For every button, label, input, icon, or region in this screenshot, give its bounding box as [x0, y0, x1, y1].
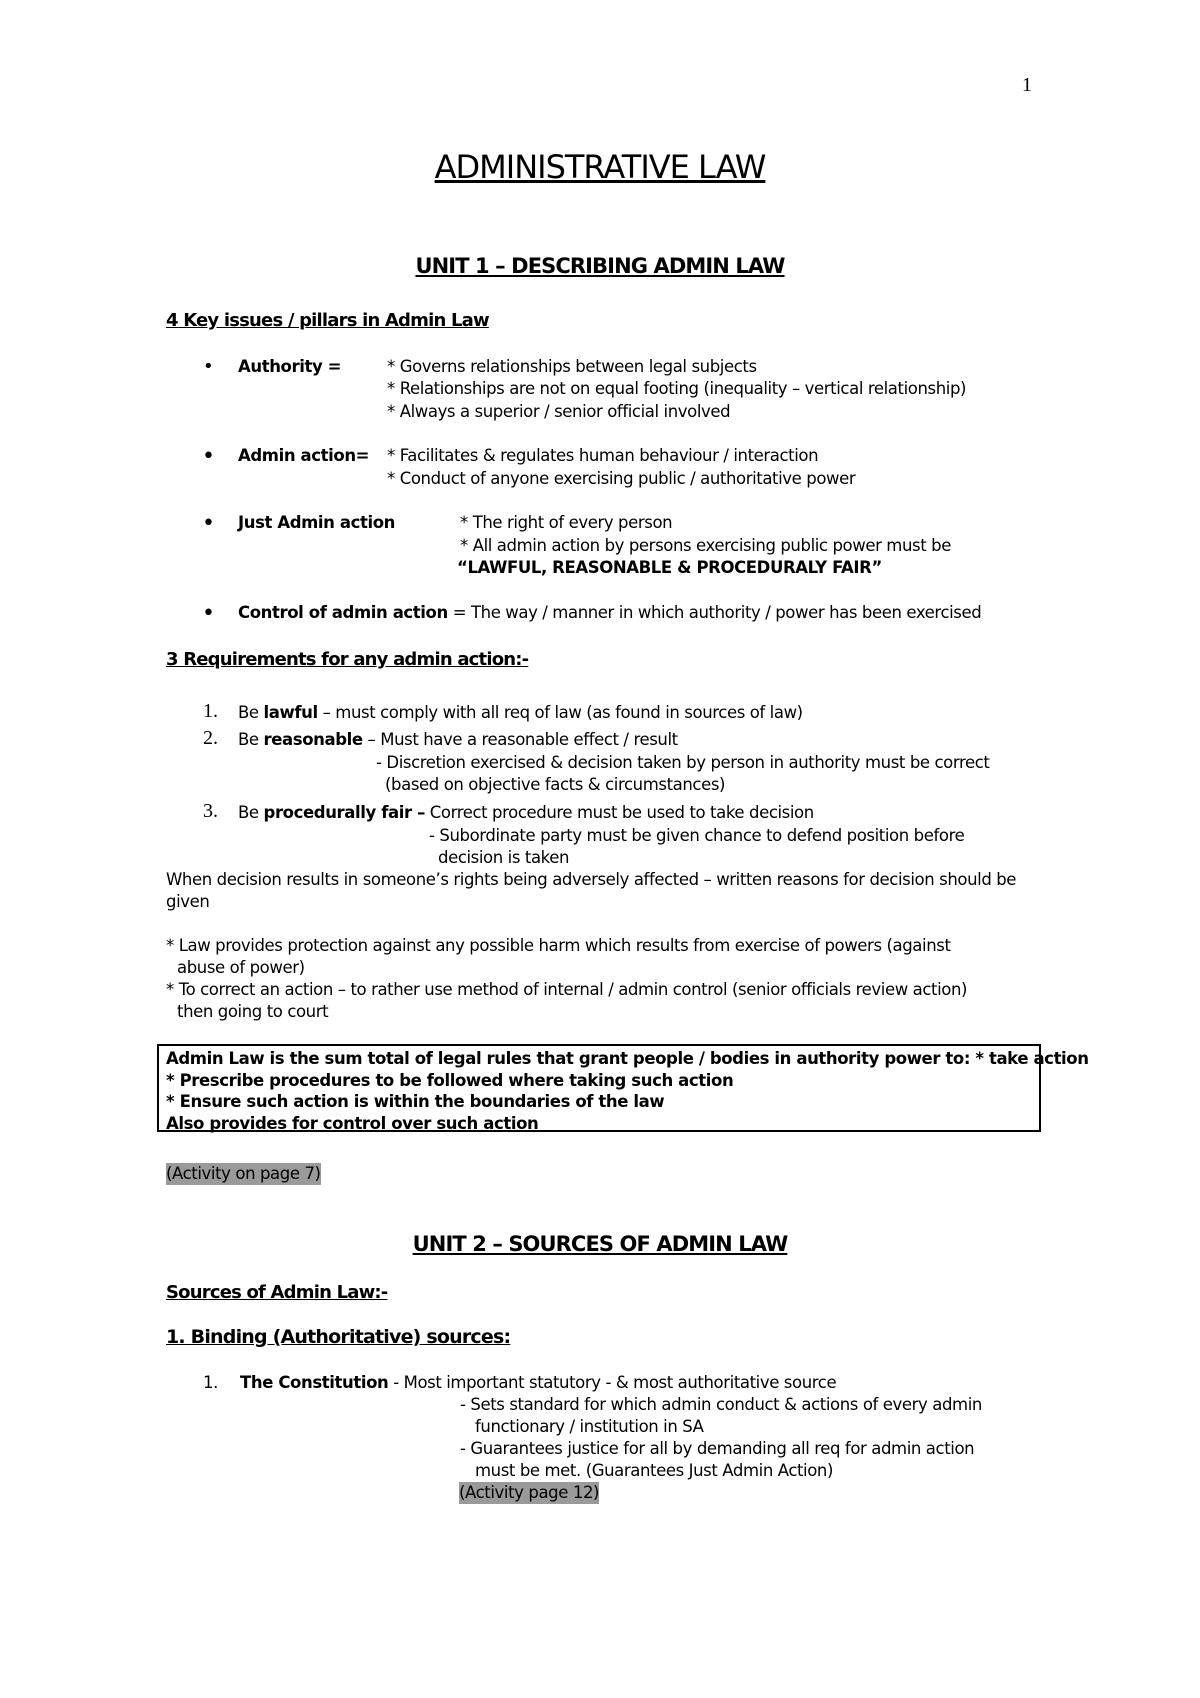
reasons-note-line: When decision results in someone’s rights being adversely affected – written reasons for decision should be	[166, 870, 1017, 889]
unit1-heading: UNIT 1 – DESCRIBING ADMIN LAW	[415, 254, 785, 278]
requirement-subline: decision is taken	[438, 848, 570, 867]
definition-line: * Prescribe procedures to be followed where taking such action	[166, 1071, 734, 1090]
requirement-text: – Must have a reasonable effect / result	[362, 730, 678, 749]
sources-heading: Sources of Admin Law:-	[166, 1282, 388, 1303]
requirement-term: procedurally fair –	[263, 803, 425, 822]
requirement-term: reasonable	[263, 730, 363, 749]
list-number: 3.	[203, 800, 218, 822]
pillar-control-text: = The way / manner in which authority / power has been exercised	[447, 603, 982, 622]
note-line: * To correct an action – to rather use method of internal / admin control (senior officials review action)	[166, 980, 968, 999]
pillar-line: * Relationships are not on equal footing (inequality – vertical relationship)	[387, 379, 967, 398]
requirement-subline: - Subordinate party must be given chance to defend position before	[429, 826, 965, 845]
source-subline: functionary / institution in SA	[475, 1417, 704, 1436]
bullet-icon: •	[202, 511, 215, 536]
bullet-icon: •	[203, 356, 214, 377]
pillar-line: * All admin action by persons exercising public power must be	[460, 536, 951, 555]
requirement-subline: (based on objective facts & circumstances)	[385, 775, 726, 794]
source-subline: must be met. (Guarantees Just Admin Action)	[475, 1461, 834, 1480]
pillar-line: * Conduct of anyone exercising public / authoritative power	[387, 469, 856, 488]
requirement-prefix: Be	[238, 703, 264, 722]
pillar-term-control: Control of admin action	[238, 603, 448, 622]
page-number: 1	[1022, 74, 1032, 96]
pillar-term-admin-action: Admin action=	[238, 446, 370, 465]
activity-note: (Activity page 12)	[459, 1483, 600, 1502]
requirement-text: – must comply with all req of law (as found in sources of law)	[317, 703, 803, 722]
source-term-constitution: The Constitution	[240, 1373, 389, 1392]
list-number: 1.	[203, 1373, 218, 1392]
activity-note: (Activity on page 7)	[166, 1164, 321, 1183]
requirement-subline: - Discretion exercised & decision taken by person in authority must be correct	[376, 753, 990, 772]
pillar-control-line	[238, 602, 981, 624]
requirement-term: lawful	[263, 703, 318, 722]
bullet-icon: •	[202, 601, 215, 626]
source-line	[240, 1372, 836, 1394]
requirements-heading: 3 Requirements for any admin action:-	[166, 649, 529, 670]
pillar-term-authority: Authority =	[238, 357, 342, 376]
requirement-prefix: Be	[238, 730, 264, 749]
pillar-term-just-admin-action: Just Admin action	[238, 513, 395, 532]
requirement-prefix: Be	[238, 803, 264, 822]
source-text: - Most important statutory - & most authoritative source	[388, 1373, 837, 1392]
bullet-icon: •	[202, 444, 215, 469]
requirement-line	[238, 729, 678, 751]
note-line: then going to court	[177, 1002, 329, 1021]
requirement-line	[238, 802, 814, 824]
pillar-emphasis: “LAWFUL, REASONABLE & PROCEDURALY FAIR”	[457, 558, 882, 577]
list-number: 2.	[203, 727, 218, 749]
binding-sources-heading: 1. Binding (Authoritative) sources:	[166, 1326, 511, 1348]
definition-line: * Ensure such action is within the boundaries of the law	[166, 1092, 665, 1111]
document-title: ADMINISTRATIVE LAW	[434, 148, 766, 186]
reasons-note-line: given	[166, 892, 210, 911]
note-line: abuse of power)	[177, 958, 305, 977]
source-subline: - Sets standard for which admin conduct & actions of every admin	[460, 1395, 982, 1414]
definition-line: Admin Law is the sum total of legal rules that grant people / bodies in authority power to: * take action	[166, 1049, 1089, 1068]
pillars-heading: 4 Key issues / pillars in Admin Law	[166, 310, 489, 331]
requirement-text: Correct procedure must be used to take decision	[424, 803, 814, 822]
pillar-line: * The right of every person	[460, 513, 673, 532]
definition-line: Also provides for control over such action	[166, 1114, 539, 1133]
pillar-line: * Always a superior / senior official involved	[387, 402, 731, 421]
source-subline: - Guarantees justice for all by demanding all req for admin action	[460, 1439, 975, 1458]
note-line: * Law provides protection against any possible harm which results from exercise of powers (against	[166, 936, 951, 955]
pillar-line: * Facilitates & regulates human behaviour / interaction	[387, 446, 819, 465]
unit2-heading: UNIT 2 – SOURCES OF ADMIN LAW	[412, 1232, 788, 1256]
requirement-line	[238, 702, 803, 724]
list-number: 1.	[203, 700, 218, 722]
pillar-line: * Governs relationships between legal subjects	[387, 357, 757, 376]
